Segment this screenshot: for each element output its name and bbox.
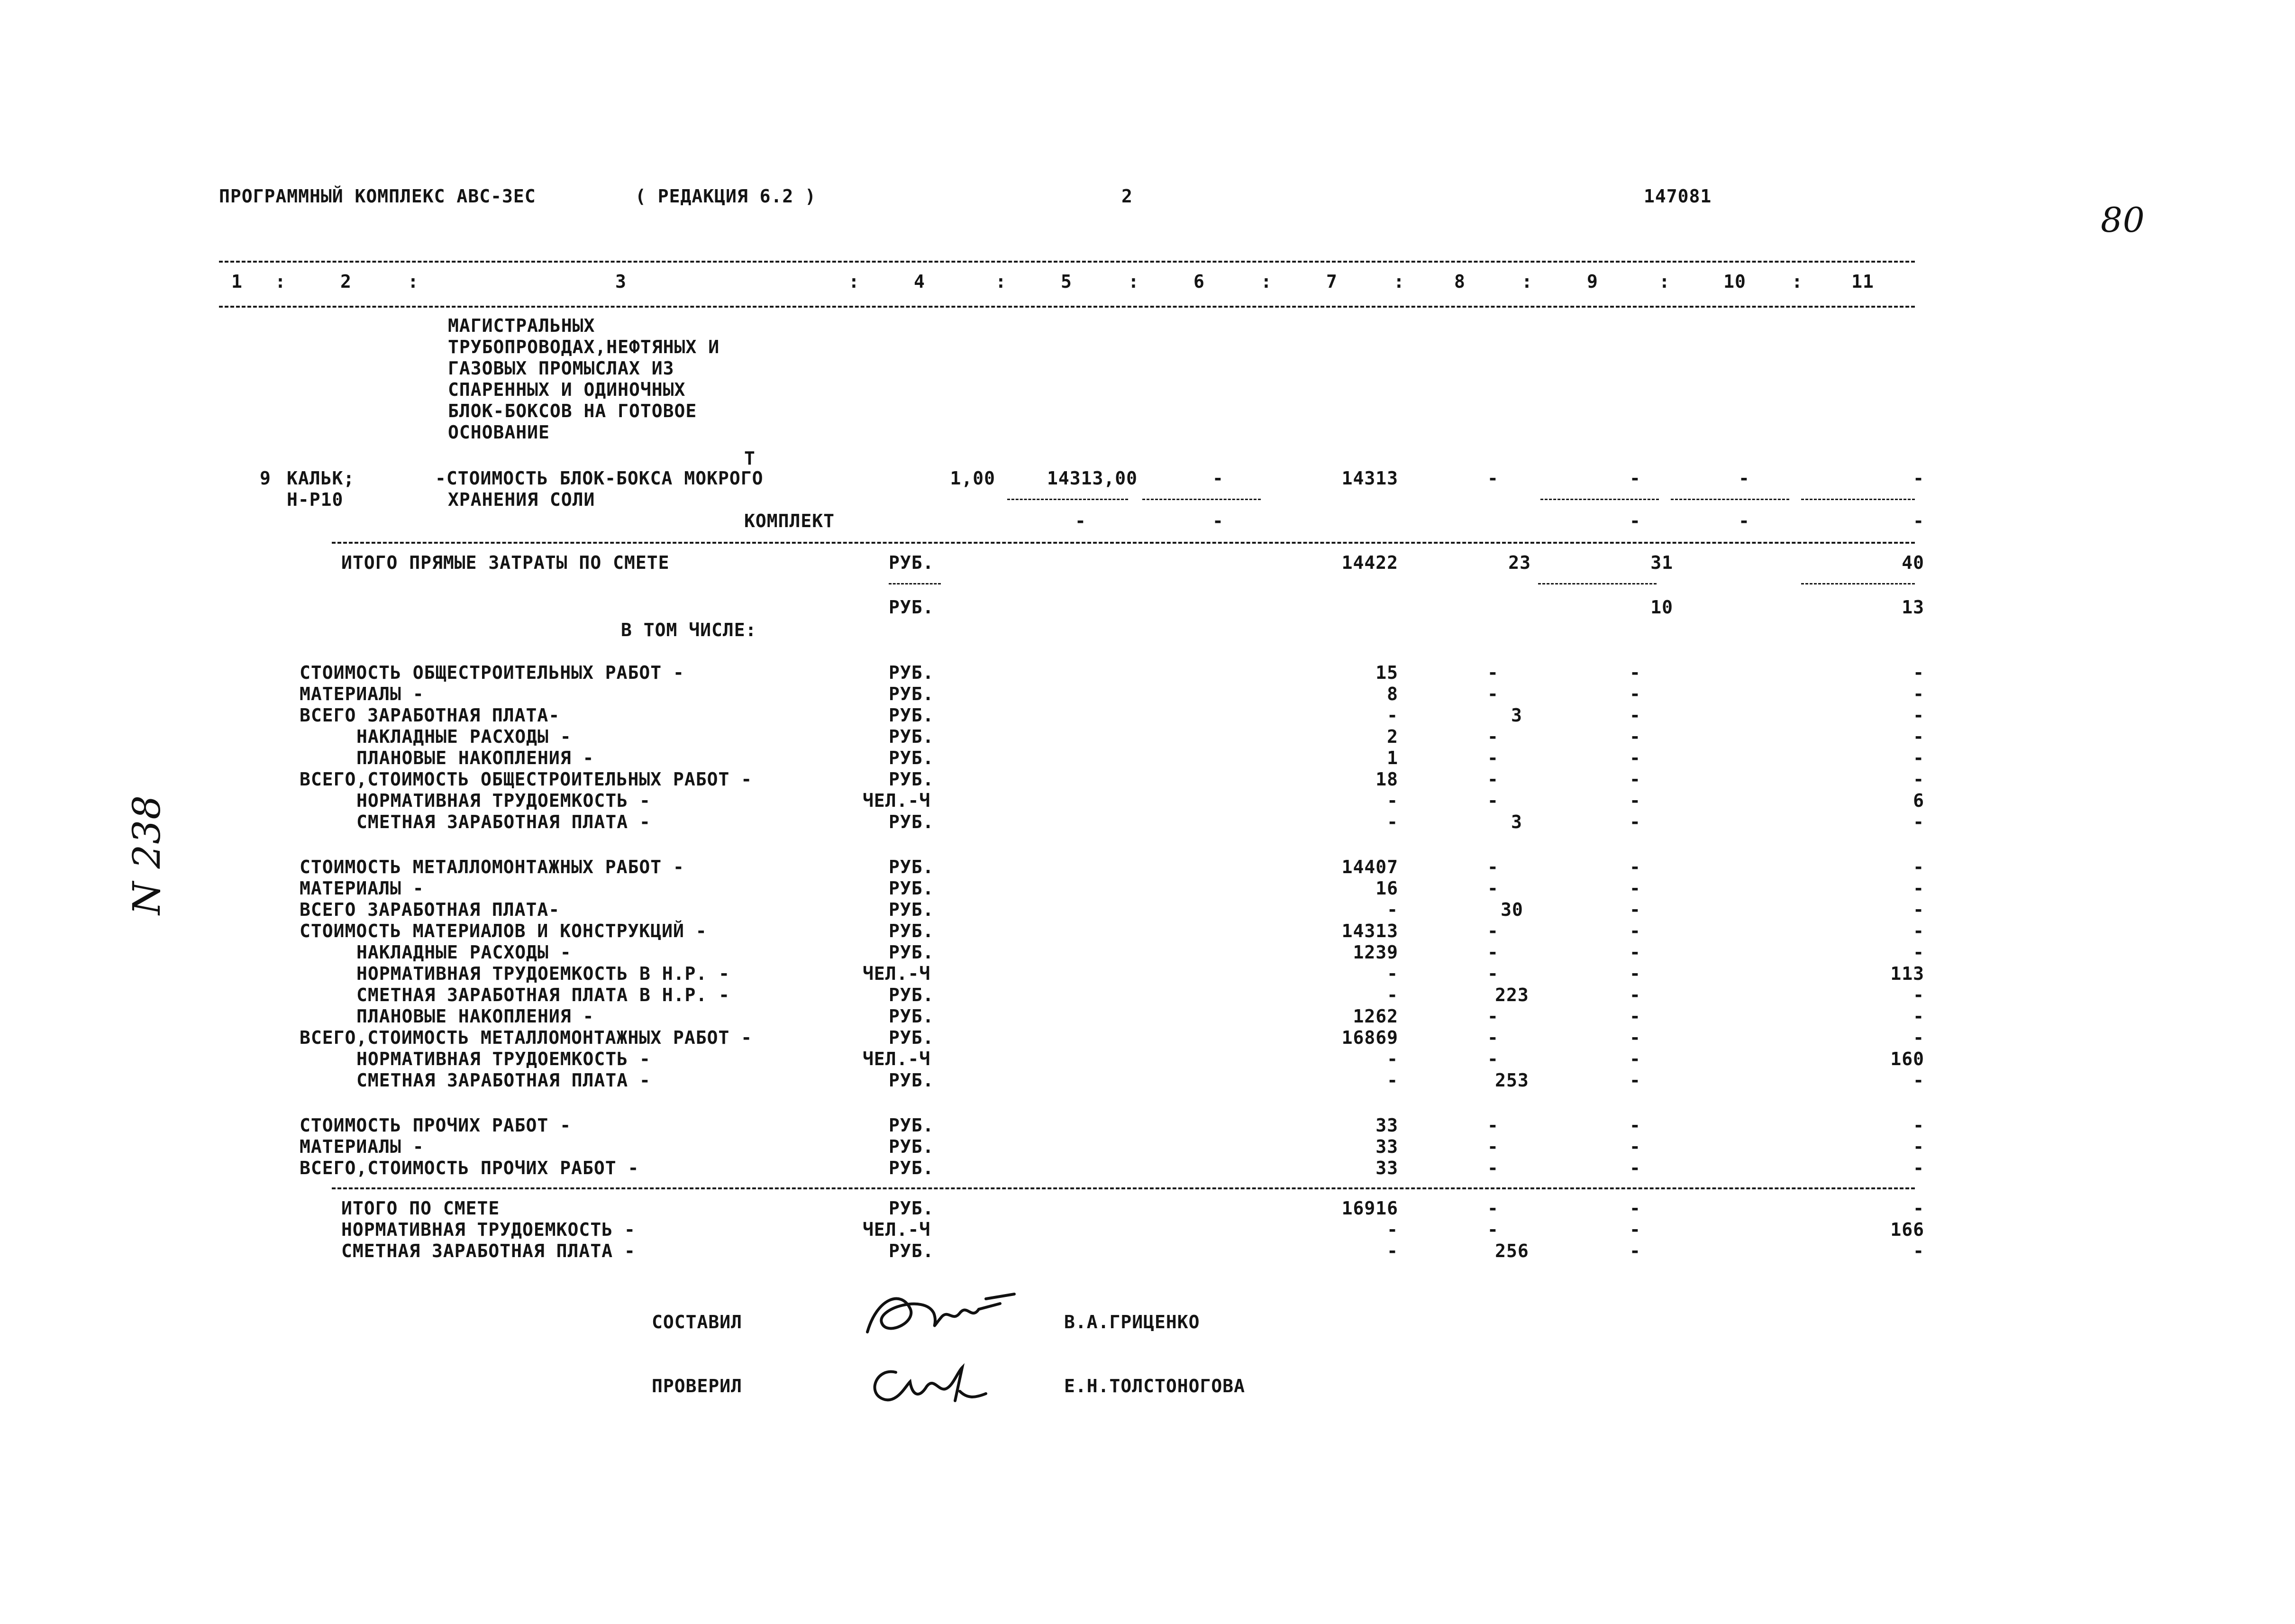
row-col7: - xyxy=(1387,899,1398,920)
item-col9-sub: - xyxy=(1630,511,1641,531)
row-col7: - xyxy=(1387,985,1398,1005)
row-col8: - xyxy=(1487,684,1499,704)
row-col9: - xyxy=(1630,662,1641,683)
totals-col11: - xyxy=(1913,1241,1924,1261)
row-unit: РУБ. xyxy=(889,1070,934,1091)
row-col9: - xyxy=(1630,812,1641,832)
row-col8: 3 xyxy=(1511,812,1522,832)
row-unit: РУБ. xyxy=(889,684,934,704)
row-col9: - xyxy=(1630,1049,1641,1069)
row-col7: - xyxy=(1387,705,1398,726)
doc-number: 147081 xyxy=(1644,186,1712,207)
row-label: ВСЕГО,СТОИМОСТЬ ПРОЧИХ РАБОТ - xyxy=(300,1158,639,1178)
row-unit: РУБ. xyxy=(889,1115,934,1136)
col-sep: : xyxy=(1393,271,1405,292)
totals-col8: 256 xyxy=(1495,1241,1529,1261)
row-unit: РУБ. xyxy=(889,1006,934,1027)
row-col8: - xyxy=(1487,769,1499,790)
total-direct-col8: 23 xyxy=(1508,552,1531,573)
row-col11: - xyxy=(1913,1136,1924,1157)
row-label: ВСЕГО,СТОИМОСТЬ ОБЩЕСТРОИТЕЛЬНЫХ РАБОТ - xyxy=(300,769,753,790)
checker-signature xyxy=(863,1353,1005,1410)
row-col11: - xyxy=(1913,1070,1924,1091)
row-col8: - xyxy=(1487,1006,1499,1027)
row-unit: РУБ. xyxy=(889,1136,934,1157)
subtotal-rule xyxy=(889,583,941,584)
row-col9: - xyxy=(1630,684,1641,704)
row-label: СМЕТНАЯ ЗАРАБОТНАЯ ПЛАТА В Н.Р. - xyxy=(356,985,730,1005)
subtotal-rule xyxy=(1007,499,1128,500)
col-header: 1 xyxy=(231,271,243,292)
row-col8: - xyxy=(1487,857,1499,877)
item-col10-sub: - xyxy=(1739,511,1750,531)
row-col8: - xyxy=(1487,1136,1499,1157)
item-col10: - xyxy=(1739,468,1750,489)
row-label: СТОИМОСТЬ МАТЕРИАЛОВ И КОНСТРУКЦИЙ - xyxy=(300,921,707,941)
col-sep: : xyxy=(1521,271,1533,292)
totals-col7: - xyxy=(1387,1241,1398,1261)
row-col11: - xyxy=(1913,705,1924,726)
compiler-signature xyxy=(858,1280,1029,1346)
row-col9: - xyxy=(1630,942,1641,963)
row-col8: 3 xyxy=(1511,705,1522,726)
col-header: 4 xyxy=(914,271,925,292)
row-col11: - xyxy=(1913,985,1924,1005)
totals-col9: - xyxy=(1630,1219,1641,1240)
col-sep: : xyxy=(408,271,419,292)
compiler-name: В.А.ГРИЦЕНКО xyxy=(1064,1312,1200,1332)
row-col7: 15 xyxy=(1375,662,1398,683)
row-col11: - xyxy=(1913,921,1924,941)
row-label: МАТЕРИАЛЫ - xyxy=(300,684,424,704)
row-col7: - xyxy=(1387,812,1398,832)
totals-col11: 166 xyxy=(1890,1219,1924,1240)
col-sep: : xyxy=(275,271,286,292)
checked-by-label: ПРОВЕРИЛ xyxy=(652,1376,743,1396)
row-col7: 16869 xyxy=(1341,1027,1398,1048)
row-col11: - xyxy=(1913,769,1924,790)
item-description: -СТОИМОСТЬ БЛОК-БОКСА МОКРОГО xyxy=(435,468,764,489)
row-col8: - xyxy=(1487,1049,1499,1069)
row-col7: 33 xyxy=(1375,1136,1398,1157)
item-col11-sub: - xyxy=(1913,511,1924,531)
item-col9: - xyxy=(1630,468,1641,489)
row-unit: РУБ. xyxy=(889,812,934,832)
table-top-rule xyxy=(219,261,1915,263)
row-col7: - xyxy=(1387,790,1398,811)
row-unit: РУБ. xyxy=(889,748,934,768)
item-description-line: ТРУБОПРОВОДАХ,НЕФТЯНЫХ И xyxy=(448,337,720,357)
handwritten-margin-note: N 238 xyxy=(125,794,169,915)
row-col9: - xyxy=(1630,769,1641,790)
totals-label: НОРМАТИВНАЯ ТРУДОЕМКОСТЬ - xyxy=(341,1219,636,1240)
col-header: 6 xyxy=(1193,271,1205,292)
total-direct-col11b: 13 xyxy=(1902,597,1924,618)
row-label: НАКЛАДНЫЕ РАСХОДЫ - xyxy=(356,726,572,747)
row-col7: 14407 xyxy=(1341,857,1398,877)
row-col9: - xyxy=(1630,1115,1641,1136)
row-col11: - xyxy=(1913,748,1924,768)
row-col8: - xyxy=(1487,726,1499,747)
row-col8: - xyxy=(1487,1158,1499,1178)
row-col11: - xyxy=(1913,662,1924,683)
row-label: ВСЕГО ЗАРАБОТНАЯ ПЛАТА- xyxy=(300,899,560,920)
item-col6: - xyxy=(1212,468,1224,489)
row-col11: - xyxy=(1913,1115,1924,1136)
row-col9: - xyxy=(1630,726,1641,747)
compiled-by-label: СОСТАВИЛ xyxy=(652,1312,743,1332)
row-col11: 6 xyxy=(1913,790,1924,811)
row-col8: 253 xyxy=(1495,1070,1529,1091)
item-number: 9 xyxy=(260,468,271,489)
row-unit: ЧЕЛ.-Ч xyxy=(863,1049,931,1069)
totals-col7: 16916 xyxy=(1341,1198,1398,1219)
row-unit: ЧЕЛ.-Ч xyxy=(863,963,931,984)
totals-col11: - xyxy=(1913,1198,1924,1219)
row-col7: 8 xyxy=(1387,684,1398,704)
handwritten-page-number: 80 xyxy=(2101,200,2145,240)
row-col11: - xyxy=(1913,812,1924,832)
row-col11: - xyxy=(1913,1006,1924,1027)
item-description-line: ГАЗОВЫХ ПРОМЫСЛАХ ИЗ xyxy=(448,358,674,379)
row-col11: - xyxy=(1913,942,1924,963)
col-header: 3 xyxy=(615,271,627,292)
row-label: СТОИМОСТЬ МЕТАЛЛОМОНТАЖНЫХ РАБОТ - xyxy=(300,857,684,877)
totals-label: СМЕТНАЯ ЗАРАБОТНАЯ ПЛАТА - xyxy=(341,1241,636,1261)
row-col8: 223 xyxy=(1495,985,1529,1005)
total-direct-col9: 31 xyxy=(1650,552,1673,573)
row-col7: 2 xyxy=(1387,726,1398,747)
subtotal-rule xyxy=(1538,583,1657,584)
totals-unit: РУБ. xyxy=(889,1241,934,1261)
col-sep: : xyxy=(995,271,1007,292)
row-col9: - xyxy=(1630,985,1641,1005)
row-label: СМЕТНАЯ ЗАРАБОТНАЯ ПЛАТА - xyxy=(356,812,651,832)
row-label: ВСЕГО ЗАРАБОТНАЯ ПЛАТА- xyxy=(300,705,560,726)
row-col7: - xyxy=(1387,1070,1398,1091)
col-header: 11 xyxy=(1851,271,1874,292)
row-col8: - xyxy=(1487,748,1499,768)
item-description-line: СПАРЕННЫХ И ОДИНОЧНЫХ xyxy=(448,379,686,400)
item-description: ХРАНЕНИЯ СОЛИ xyxy=(448,489,595,510)
col-sep: : xyxy=(1792,271,1803,292)
total-direct-col11: 40 xyxy=(1902,552,1924,573)
row-col9: - xyxy=(1630,1027,1641,1048)
checker-name: Е.Н.ТОЛСТОНОГОВА xyxy=(1064,1376,1246,1396)
row-unit: РУБ. xyxy=(889,899,934,920)
subtotal-rule xyxy=(1801,583,1915,584)
totals-rule xyxy=(332,1187,1915,1189)
row-col7: 18 xyxy=(1375,769,1398,790)
item-description-line: БЛОК-БОКСОВ НА ГОТОВОЕ xyxy=(448,401,697,421)
item-marker: Т xyxy=(744,448,756,469)
item-quantity: 1,00 xyxy=(950,468,995,489)
row-col9: - xyxy=(1630,1158,1641,1178)
row-label: МАТЕРИАЛЫ - xyxy=(300,1136,424,1157)
row-unit: РУБ. xyxy=(889,1158,934,1178)
row-col11: 160 xyxy=(1890,1049,1924,1069)
item-code: КАЛЬК; xyxy=(287,468,355,489)
row-col7: 1239 xyxy=(1353,942,1398,963)
row-unit: РУБ. xyxy=(889,921,934,941)
row-label: СТОИМОСТЬ ОБЩЕСТРОИТЕЛЬНЫХ РАБОТ - xyxy=(300,662,684,683)
item-description-line: МАГИСТРАЛЬНЫХ xyxy=(448,315,595,336)
row-col8: - xyxy=(1487,878,1499,899)
item-description-line: ОСНОВАНИЕ xyxy=(448,422,550,443)
item-col7: 14313 xyxy=(1341,468,1398,489)
including-heading: В ТОМ ЧИСЛЕ: xyxy=(621,620,757,640)
row-col9: - xyxy=(1630,921,1641,941)
item-unit-price: 14313,00 xyxy=(1047,468,1138,489)
row-col8: - xyxy=(1487,1115,1499,1136)
row-col7: - xyxy=(1387,1049,1398,1069)
row-col7: 33 xyxy=(1375,1158,1398,1178)
edition: ( РЕДАКЦИЯ 6.2 ) xyxy=(635,186,817,207)
row-unit: РУБ. xyxy=(889,1027,934,1048)
col-sep: : xyxy=(1128,271,1139,292)
row-unit: РУБ. xyxy=(889,662,934,683)
col-header: 2 xyxy=(340,271,352,292)
row-col11: - xyxy=(1913,1027,1924,1048)
col-sep: : xyxy=(1659,271,1670,292)
item-unit: КОМПЛЕКТ xyxy=(744,511,835,531)
total-direct-col9b: 10 xyxy=(1650,597,1673,618)
totals-col7: - xyxy=(1387,1219,1398,1240)
col-header: 8 xyxy=(1454,271,1466,292)
row-label: ПЛАНОВЫЕ НАКОПЛЕНИЯ - xyxy=(356,1006,594,1027)
item-code: Н-Р10 xyxy=(287,489,344,510)
totals-col9: - xyxy=(1630,1198,1641,1219)
row-col8: - xyxy=(1487,662,1499,683)
row-col11: - xyxy=(1913,878,1924,899)
row-label: ВСЕГО,СТОИМОСТЬ МЕТАЛЛОМОНТАЖНЫХ РАБОТ - xyxy=(300,1027,753,1048)
table-header-rule xyxy=(219,306,1915,308)
row-col9: - xyxy=(1630,878,1641,899)
row-label: СТОИМОСТЬ ПРОЧИХ РАБОТ - xyxy=(300,1115,572,1136)
row-unit: РУБ. xyxy=(889,985,934,1005)
row-col9: - xyxy=(1630,963,1641,984)
row-col7: 1 xyxy=(1387,748,1398,768)
row-col9: - xyxy=(1630,748,1641,768)
row-label: НОРМАТИВНАЯ ТРУДОЕМКОСТЬ - xyxy=(356,790,651,811)
row-unit: РУБ. xyxy=(889,878,934,899)
row-unit: РУБ. xyxy=(889,769,934,790)
row-col8: - xyxy=(1487,921,1499,941)
row-label: НАКЛАДНЫЕ РАСХОДЫ - xyxy=(356,942,572,963)
item-col7-sub: - xyxy=(1212,511,1224,531)
col-header: 5 xyxy=(1061,271,1072,292)
page-number: 2 xyxy=(1121,186,1133,207)
totals-label: ИТОГО ПО СМЕТЕ xyxy=(341,1198,500,1219)
row-unit: РУБ. xyxy=(889,857,934,877)
col-header: 9 xyxy=(1587,271,1598,292)
subtotal-rule xyxy=(1801,499,1915,500)
row-col8: - xyxy=(1487,942,1499,963)
col-sep: : xyxy=(848,271,860,292)
col-header: 7 xyxy=(1326,271,1338,292)
row-col7: - xyxy=(1387,963,1398,984)
col-header: 10 xyxy=(1723,271,1746,292)
section-rule xyxy=(332,542,1915,544)
row-label: СМЕТНАЯ ЗАРАБОТНАЯ ПЛАТА - xyxy=(356,1070,651,1091)
subtotal-rule xyxy=(1671,499,1789,500)
item-col11: - xyxy=(1913,468,1924,489)
row-label: НОРМАТИВНАЯ ТРУДОЕМКОСТЬ - xyxy=(356,1049,651,1069)
row-col9: - xyxy=(1630,1070,1641,1091)
item-col8: - xyxy=(1487,468,1499,489)
row-unit: РУБ. xyxy=(889,942,934,963)
row-unit: РУБ. xyxy=(889,726,934,747)
row-col9: - xyxy=(1630,1006,1641,1027)
total-direct-col7: 14422 xyxy=(1341,552,1398,573)
total-direct-unit: РУБ. xyxy=(889,552,934,573)
col-sep: : xyxy=(1261,271,1272,292)
totals-col8: - xyxy=(1487,1198,1499,1219)
row-col11: - xyxy=(1913,899,1924,920)
item-col6-sub: - xyxy=(1075,511,1086,531)
subtotal-rule xyxy=(1540,499,1659,500)
row-col8: 30 xyxy=(1501,899,1523,920)
row-col9: - xyxy=(1630,790,1641,811)
row-col11: - xyxy=(1913,684,1924,704)
row-col11: - xyxy=(1913,1158,1924,1178)
totals-unit: РУБ. xyxy=(889,1198,934,1219)
row-col7: 1262 xyxy=(1353,1006,1398,1027)
totals-unit: ЧЕЛ.-Ч xyxy=(863,1219,931,1240)
row-col11: 113 xyxy=(1890,963,1924,984)
totals-col8: - xyxy=(1487,1219,1499,1240)
row-unit: ЧЕЛ.-Ч xyxy=(863,790,931,811)
row-col7: 16 xyxy=(1375,878,1398,899)
row-label: ПЛАНОВЫЕ НАКОПЛЕНИЯ - xyxy=(356,748,594,768)
row-col9: - xyxy=(1630,1136,1641,1157)
row-col11: - xyxy=(1913,857,1924,877)
row-col9: - xyxy=(1630,705,1641,726)
row-col11: - xyxy=(1913,726,1924,747)
row-col7: 14313 xyxy=(1341,921,1398,941)
row-col8: - xyxy=(1487,963,1499,984)
row-col9: - xyxy=(1630,857,1641,877)
row-col7: 33 xyxy=(1375,1115,1398,1136)
row-label: НОРМАТИВНАЯ ТРУДОЕМКОСТЬ В Н.Р. - xyxy=(356,963,730,984)
total-direct-label: ИТОГО ПРЯМЫЕ ЗАТРАТЫ ПО СМЕТЕ xyxy=(341,552,670,573)
row-col9: - xyxy=(1630,899,1641,920)
totals-col9: - xyxy=(1630,1241,1641,1261)
total-direct-unit2: РУБ. xyxy=(889,597,934,618)
row-label: МАТЕРИАЛЫ - xyxy=(300,878,424,899)
row-col8: - xyxy=(1487,1027,1499,1048)
program-title: ПРОГРАММНЫЙ КОМПЛЕКС АВС-3ЕС xyxy=(219,186,536,207)
row-unit: РУБ. xyxy=(889,705,934,726)
subtotal-rule xyxy=(1142,499,1261,500)
row-col8: - xyxy=(1487,790,1499,811)
